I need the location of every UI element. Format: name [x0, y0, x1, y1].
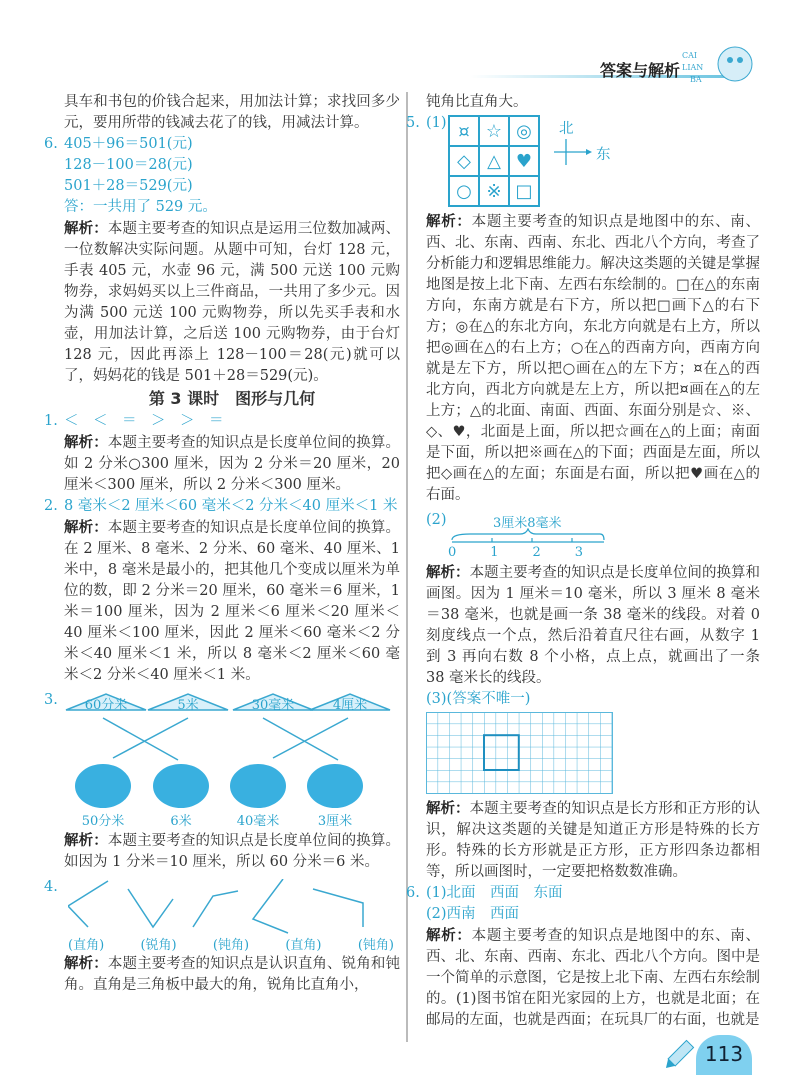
angle-labels	[68, 934, 394, 953]
pencil-icon	[660, 1039, 696, 1073]
bird-label: 40毫米	[236, 814, 280, 829]
header-title: 答案与解析	[599, 61, 680, 80]
east-label: 东	[596, 147, 611, 163]
analysis-label: 解析：	[426, 564, 470, 581]
part-label: (1)	[426, 115, 447, 131]
angle-label: (锐角)	[140, 938, 177, 953]
map-cell: ○	[449, 176, 479, 206]
analysis-text: 本题主要考查的知识点是认识直角、锐角和钝角。直角是三角板中最大的角，锐角比直角小，	[64, 956, 401, 993]
q1-number: 1.	[44, 413, 58, 429]
q1-block	[44, 411, 401, 496]
section-title: 第 3 课时 图形与几何	[148, 389, 316, 408]
q4-number: 4.	[44, 879, 58, 895]
q6-number: 6.	[44, 136, 58, 152]
continued-text: 钝角比直角大。	[426, 94, 528, 110]
tick-label: 3	[574, 545, 583, 560]
answer-line: 405＋96＝501(元)	[64, 136, 193, 152]
q2-answer: 8 毫米＜2 厘米＜60 毫米＜2 分米＜40 厘米＜1 米	[64, 498, 398, 514]
answer-line: 答：一共用了 529 元。	[64, 199, 217, 215]
angle-label: (直角)	[68, 938, 105, 953]
bird-label: 50分米	[81, 814, 125, 829]
analysis-text: 本题主要考查的知识点是长度单位间的换算和画图。因为 1 厘米＝10 毫米，所以 3 厘米 8 毫米＝38 毫米，也就是画一条 38 毫米的线段。对着 0 刻度线点一个点，然后沿着直尺往右画，从数字 1 到 3 再向右数 8 个小格，点上点，就画出了一条 38 毫米长的线段。	[426, 565, 761, 686]
answer-line: 128－100＝28(元)	[64, 157, 193, 173]
top-label: 5米	[177, 698, 199, 713]
svg-text:CAI: CAI	[682, 51, 698, 60]
right-column	[406, 92, 761, 1075]
square-grid-figure	[426, 712, 616, 796]
part-label: (2)	[426, 512, 447, 528]
q1-answer: ＜ ＜ ＝ ＞ ＞ ＝	[64, 413, 224, 429]
analysis-text: 本题主要考查的知识点是长度单位间的换算。在 2 厘米、8 毫米、2 分米、60 毫米、40 厘米、1 米中，8 毫米是最小的，把其他几个变成以厘米为单位的数，即 2 分米＝20 厘米，60 毫米＝6 厘米，1 米＝100 厘米，因为 2 厘米＜6 厘米＜20 厘米＜40 厘米＜100 厘米，因此 2 厘米＜60 毫米＜2 分米＜40 厘米＜1 米，所以 8 毫米＜2 厘米＜60 毫米＜2 分米＜40 厘米＜1 米。	[64, 520, 401, 683]
analysis-label: 解析：	[64, 434, 108, 451]
q2-number: 2.	[44, 498, 58, 514]
map-cell: ◇	[449, 146, 479, 176]
svg-text:BA: BA	[690, 75, 702, 84]
angles-figure	[68, 879, 398, 935]
q6-answer-1: (1)北面 西面 东面	[426, 885, 563, 901]
q5-analysis-1	[426, 211, 760, 506]
analysis-text: 本题主要考查的知识点是地图中的东、南、西、北、东南、西南、东北、西北八个方向。图中是一个简单的示意图，它是按上北下南、左西右东绘制的。(1)图书馆在阳光家园的上方，也就是北面；在邮局的左面，也就是西面；在玩具厂的右面，也就是	[426, 928, 761, 1028]
svg-text:LIAN: LIAN	[682, 63, 704, 72]
angle-label: (钝角)	[212, 938, 250, 953]
q5-analysis-2	[426, 562, 760, 689]
q5-number: 5.	[406, 115, 420, 131]
analysis-label: 解析：	[426, 800, 470, 817]
top-label: 30毫米	[251, 698, 295, 713]
left-column	[44, 92, 401, 996]
q6-answer-2: (2)西南 西面	[426, 906, 520, 922]
analysis-text: 本题主要考查的知识点是运用三位数加减两、一位数解决实际问题。从题中可知，台灯 128 元，手表 405 元，水壶 96 元，满 500 元送 100 元购物券，求妈妈买以上三件商品，一共用了多少元。因为满 500 元送 100 元购物券，所以先买手表和水壶，用加法计算，之后送 100 元购物券，由于台灯 128 元，因此再添上 128－100＝28(元)就可以了，妈妈花的钱是 501＋28＝529(元)。	[64, 221, 401, 384]
q3-number: 3.	[44, 692, 58, 708]
q6-analysis	[426, 925, 760, 1031]
ruler-ticks	[448, 545, 583, 560]
analysis-text: 本题主要考查的知识点是地图中的东、南、西、北、东南、西南、东北、西北八个方向，考查了分析能力和逻辑思维能力。解决这类题的关键是掌握地图是按上北下南、左西右东绘制的。□在△的东南方向，东南方就是右下方，所以把□画下△的右下方；◎在△的东北方向，东北方向就是右上方，所以把◎画在△的右上方；○在△的西南方向，西南方向就是左下方，所以把○画在△的左下方；¤在△的西北方向，西北方向就是左上方，所以把¤画在△的左上方；△的北面、南面、西面、东面分别是☆、※、◇、♥，北面是上面，所以把☆画在△的上面；南面是下面，所以把※画在△的下面；西面是左面，所以把◇画在△的左面；东面是右面，所以把♥画在△的右面。	[426, 214, 761, 503]
q4-analysis	[64, 953, 400, 996]
angle-label: (直角)	[285, 938, 322, 953]
map-cell: ♥	[509, 146, 539, 176]
q2-block	[44, 496, 401, 686]
analysis-label: 解析：	[64, 519, 108, 536]
map-grid	[448, 115, 540, 207]
analysis-label: 解析：	[64, 832, 108, 849]
tick-label: 2	[532, 545, 541, 560]
analysis-text: 本题主要考查的知识点是长度单位间的换算。如因为 1 分米＝10 厘米，所以 60 分米＝6 米。	[64, 833, 401, 870]
map-cell: ◎	[509, 116, 539, 146]
map-cell: ¤	[449, 116, 479, 146]
top-label: 4厘米	[332, 698, 368, 713]
part-label: (3)(答案不唯一)	[426, 691, 531, 707]
analysis-label: 解析：	[64, 955, 108, 972]
q3-block	[44, 690, 400, 830]
analysis-label: 解析：	[426, 213, 472, 230]
bird-label: 6米	[170, 814, 192, 829]
q4-block	[44, 877, 400, 953]
map-cell: △	[479, 146, 509, 176]
tick-label: 1	[490, 545, 499, 560]
map-cell: ☆	[479, 116, 509, 146]
north-label: 北	[559, 121, 574, 137]
q6-right-number: 6.	[406, 885, 420, 901]
answer-line: 501＋28＝529(元)	[64, 178, 193, 194]
footer	[426, 1035, 760, 1075]
map-cell: ※	[479, 176, 509, 206]
ruler-label: 3厘米8毫米	[493, 516, 562, 531]
q3-analysis	[64, 830, 400, 873]
q6-right-block	[406, 883, 761, 1031]
analysis-label: 解析：	[426, 927, 472, 944]
q6-block	[44, 134, 401, 387]
bird-label: 3厘米	[317, 814, 353, 829]
compass-icon	[552, 137, 592, 167]
q5-analysis-3	[426, 798, 760, 883]
intro-text: 具车和书包的价钱合起来，用加法计算；求找回多少元，要用所带的钱减去花了的钱，用减法计算。	[64, 94, 400, 131]
angle-label: (钝角)	[357, 938, 394, 953]
page-number: 113	[696, 1035, 752, 1075]
analysis-label: 解析：	[64, 220, 108, 237]
mascot-logo	[680, 38, 760, 88]
map-cell: □	[509, 176, 539, 206]
q5-part2	[426, 510, 760, 562]
analysis-text: 本题主要考查的知识点是长方形和正方形的认识，解决这类题的关键是知道正方形是特殊的长方形。特殊的长方形就是正方形，正方形四条边都相等，所以画图时，一定要把格数数准确。	[426, 801, 761, 880]
tick-label: 0	[448, 545, 457, 560]
analysis-text: 本题主要考查的知识点是长度单位间的换算。如 2 分米○300 厘米，因为 2 分米＝20 厘米，20 厘米＜300 厘米，所以 2 分米＜300 厘米。	[64, 435, 401, 493]
q5-part1	[406, 113, 760, 211]
top-label: 60分米	[84, 698, 128, 713]
